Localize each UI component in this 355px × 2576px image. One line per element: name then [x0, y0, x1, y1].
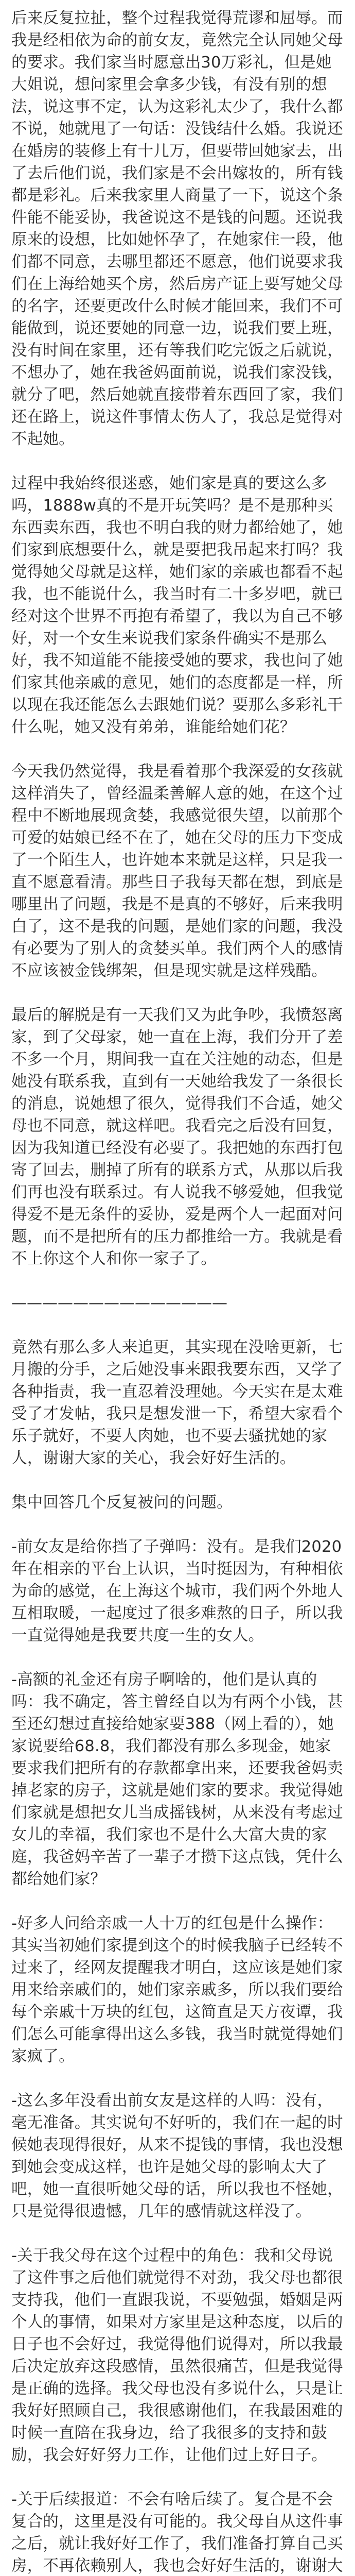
- paragraph-faq-6: -关于后续报道：不会有啥后续了。复合是不会复合的，这里是没有可能的。我父母自从这件事之后，就让我好好工作了，我们准备打算自己买房，不再依赖别人，我也会好好生活的，谢谢大: [11, 2490, 343, 2575]
- paragraph-2: 过程中我始终很迷惑，她们家是真的要这么多吗，1888w真的不是开玩笑吗？是不是那种买东西卖东西，我也不明白我的财力都给她了，她们家到底想要什么，就是要把我吊起来打吗？我觉得她父母就是这样，她们家的亲戚也都看不起我，也不能说什么，我当时有二十多岁吧，就已经对这个世界不再抱有希望了，我以为自己不够好，对一个女生来说我们家条件确实不是那么好，我不知道能不能接受她的要求，我也问了她们家其他亲戚的意见，她们的态度都是一样，所以现在我还能怎么去跟她们说？要那么多彩礼干什么呢，她又没有弟弟，谁能给她们花？: [11, 474, 343, 736]
- paragraph-update: 竟然有那么多人来追更，其实现在没啥更新，七月搬的分手，之后她没事来跟我要东西，又学了各种指责，我一直忍着没理她。今天实在是太难受了才发帖，我只是想发泄一下，希望大家看个乐子就好，不要人肉她，也不要去骚扰她的家人，谢谢大家的关心，我会好好生活的。: [11, 1338, 343, 1467]
- paragraph-faq-intro: 集中回答几个反复被问的问题。: [11, 1494, 233, 1512]
- section-divider: ——————————————: [11, 1294, 227, 1312]
- paragraph-faq-4: -这么多年没看出前女友是这样的人吗：没有，毫无准备。其实说句不好听的，我们在一起的时候她表现得很好，从来不提钱的事情，我也没想到她会变成这样，也许是她父母的影响太大了吧，她一直很听她父母的话，所以我也不怪她，只是觉得很遗憾，几年的感情就这样没了。: [11, 2092, 343, 2221]
- paragraph-4: 最后的解脱是有一天我们又为此争吵，我愤怒离家，到了父母家，她一直在上海，我们分开了差不多一个月，期间我一直在关注她的动态，但是她没有联系我，直到有一天她给我发了一条很长的消息，说她想了很久，觉得我们不合适，她父母也不同意，就这样吧。我看完之后没有回复，因为我知道已经没有必要了。我把她的东西打包寄了回去，删掉了所有的联系方式，从那以后我们再也没有联系过。有人说我不够爱她，但我觉得爱不是无条件的妥协，爱是两个人一起面对问题，而不是把所有的压力都推给一方。我就是看不上你这个人和你一家子了。: [11, 1006, 343, 1268]
- paragraph-1: 后来反复拉扯，整个过程我觉得荒谬和屈辱。而我是经相依为命的前女友，竟然完全认同她父母的要求。我们家当时愿意出30万彩礼，但是她大姐说，想问家里会拿多少钱，有没有别的想法，说这事不定，认为这彩礼太少了，我什么都不说，她就甩了一句话：没钱结什么婚。我说还在婚房的装修上有十几万，但要带回她家去，出了去后他们说，我们家是不会出嫁妆的，所有钱都是彩礼。后来我家里人商量了一下，说这个条件能不能妥协，我爸说这不是钱的问题。还说我原来的设想，比如她怀孕了，在她家住一段，他们都不同意，去哪里都还不愿意，他们说要求我们在上海给她买个房，然后房产证上要写她父母的名字，还要更改什么时候才能回来，我们不可能做到，说还要她的同意一边，说我们要上班，没有时间在家里，还有等我们吃完饭之后就说，不想办了，她在我爸妈面前说，说我们家没钱，就分了吧，然后她就直接带着东西回了家，我们还在路上，说这件事情太伤人了，我总是觉得对不起她。: [11, 9, 343, 448]
- paragraph-3: 今天我仍然觉得，我是看着那个我深爱的女孩就这样消失了，曾经温柔善解人意的她，在这个过程中不断地展现贪婪，我感觉很失望，以前那个可爱的姑娘已经不在了，她在父母的压力下变成了一个陌生人，也许她本来就是这样，只是我一直不愿意看清。那些日子我每天都在想，到底是哪里出了问题，我是不是真的不够好，后来我明白了，这不是我的问题，是她们家的问题，我没有必要为了别人的贪婪买单。我们两个人的感情不应该被金钱绑架，但是现实就是这样残酷。: [11, 762, 343, 980]
- paragraph-faq-5: -关于我父母在这个过程中的角色：我和父母说了这件事之后他们就觉得不对劲，我父母也都很支持我，他们一直跟我说，不要勉强，婚姻是两个人的事情，如果对方家里是这种态度，以后的日子也不会好过，我觉得他们说得对，所以我最后决定放弃这段感情，虽然很痛苦，但是我觉得是正确的选择。我父母也没有多说什么，只是让我好好照顾自己，我很感谢他们，在我最困难的时候一直陪在我身边，给了我很多的支持和鼓励，我会好好努力工作，让他们过上好日子。: [11, 2247, 343, 2464]
- paragraph-faq-3: -好多人问给亲戚一人十万的红包是什么操作：其实当初她们家提到这个的时候我脑子已经转不过来了，经网友提醒我才明白，这应该是她们家用来给亲戚们的，她们家亲戚多，所以我们要给每个亲戚十万块的红包，这简直是天方夜谭，我们怎么可能拿得出这么多钱，我当时就觉得她们家疯了。: [11, 1914, 343, 2065]
- paragraph-faq-1: -前女友是给你挡了子弹吗：没有。是我们2020年在相亲的平台上认识，当时挺因为，有种相依为命的感觉，在上海这个城市，我们两个外地人互相取暖，一起度过了很多难熬的日子，所以我一直觉得她是我要共度一生的女人。: [11, 1538, 343, 1645]
- paragraph-faq-2: -高额的礼金还有房子啊啥的，他们是认真的吗：我不确定，答主曾经自以为有两个小钱，甚至还幻想过直接给她家要388（网上看的），她家说要给68.8，我们都没有那么多现金，她家要求我们把所有的存款都拿出来，还要我爸妈卖掉老家的房子，这就是她们家的要求。我觉得她们家就是想把女儿当成摇钱树，从来没有考虑过女儿的幸福，我们家也不是什么大富大贵的家庭，我爸妈辛苦了一辈子才攒下这点钱，凭什么都给她们家？: [11, 1671, 343, 1888]
